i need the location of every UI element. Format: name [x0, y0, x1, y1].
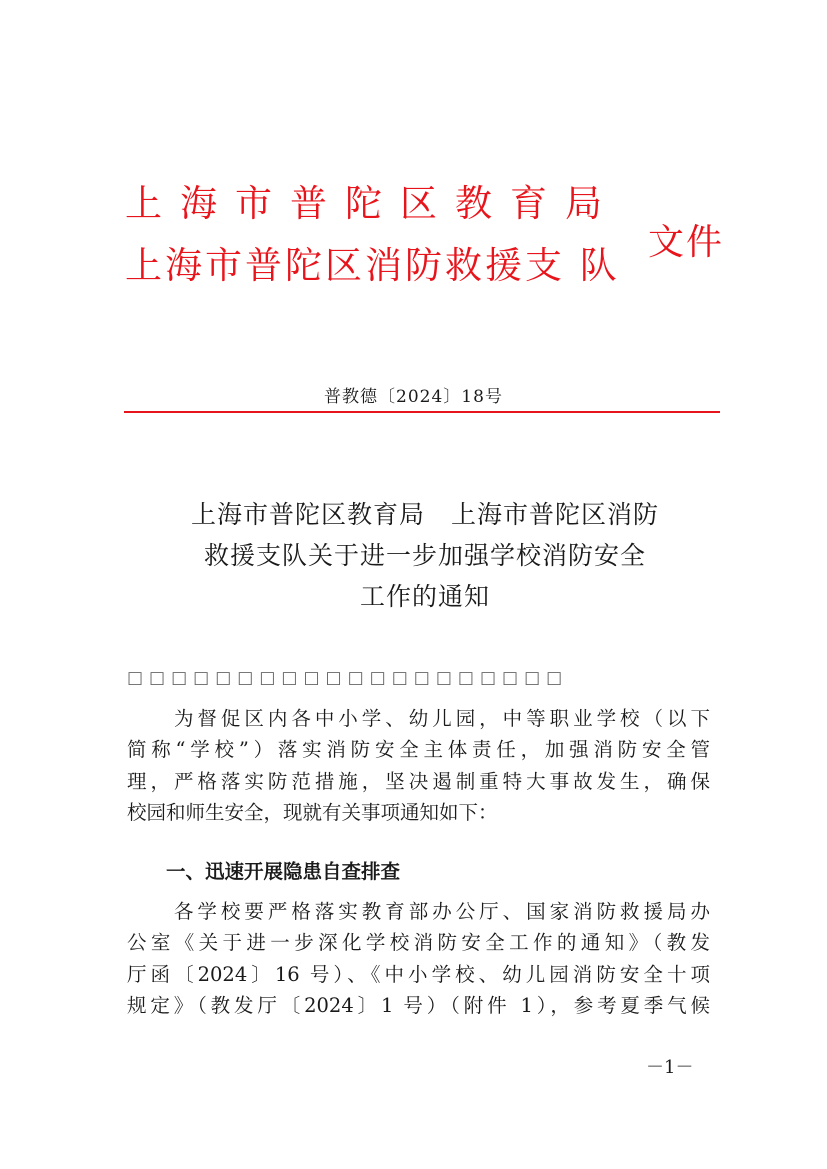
issuer-line-2: 上海市普陀区消防救援支 队 [125, 244, 620, 287]
document-title [130, 494, 720, 617]
red-divider-line [124, 411, 720, 413]
paragraph-line: 为督促区内各中小学、幼儿园，中等职业学校（以下 [127, 707, 710, 730]
page-number: －1－ [646, 1057, 694, 1078]
title-line: 救援支队关于进一步加强学校消防安全 [203, 541, 646, 570]
section-heading-1: 一、迅速开展隐患自查排查 [166, 860, 401, 883]
paragraph-line: 规定》（教发厅〔2024〕1 号）（附件 1），参考夏季气候 [127, 993, 710, 1017]
document-number: 普教德〔2024〕18号 [324, 387, 503, 407]
title-line: 工作的通知 [359, 582, 490, 611]
recipients-placeholder: □□□□□□□□□□□□□□□□□□□□ [127, 668, 569, 688]
paragraph-line: 简称“学校”）落实消防安全主体责任，加强消防安全管 [127, 738, 710, 762]
paragraph-line: 各学校要严格落实教育部办公厅、国家消防救援局办 [127, 900, 710, 923]
paragraph-line: 理，严格落实防范措施，坚决遏制重特大事故发生，确保 [127, 769, 710, 793]
paragraph-line: 厅函〔2024〕16 号）、《中小学校、幼儿园消防安全十项 [127, 962, 710, 986]
issuer-line-1: 上海市普陀区教育局 [125, 182, 620, 225]
intro-paragraph [127, 703, 710, 828]
section-1-paragraph [127, 896, 710, 1021]
paragraph-line: 公室《关于进一步深化学校消防安全工作的通知》（教发 [127, 931, 710, 955]
document-type-label: 文件 [648, 222, 725, 263]
paragraph-line: 校园和师生安全，现就有关事项通知如下： [127, 800, 498, 824]
title-line: 上海市普陀区教育局 上海市普陀区消防 [190, 500, 659, 529]
